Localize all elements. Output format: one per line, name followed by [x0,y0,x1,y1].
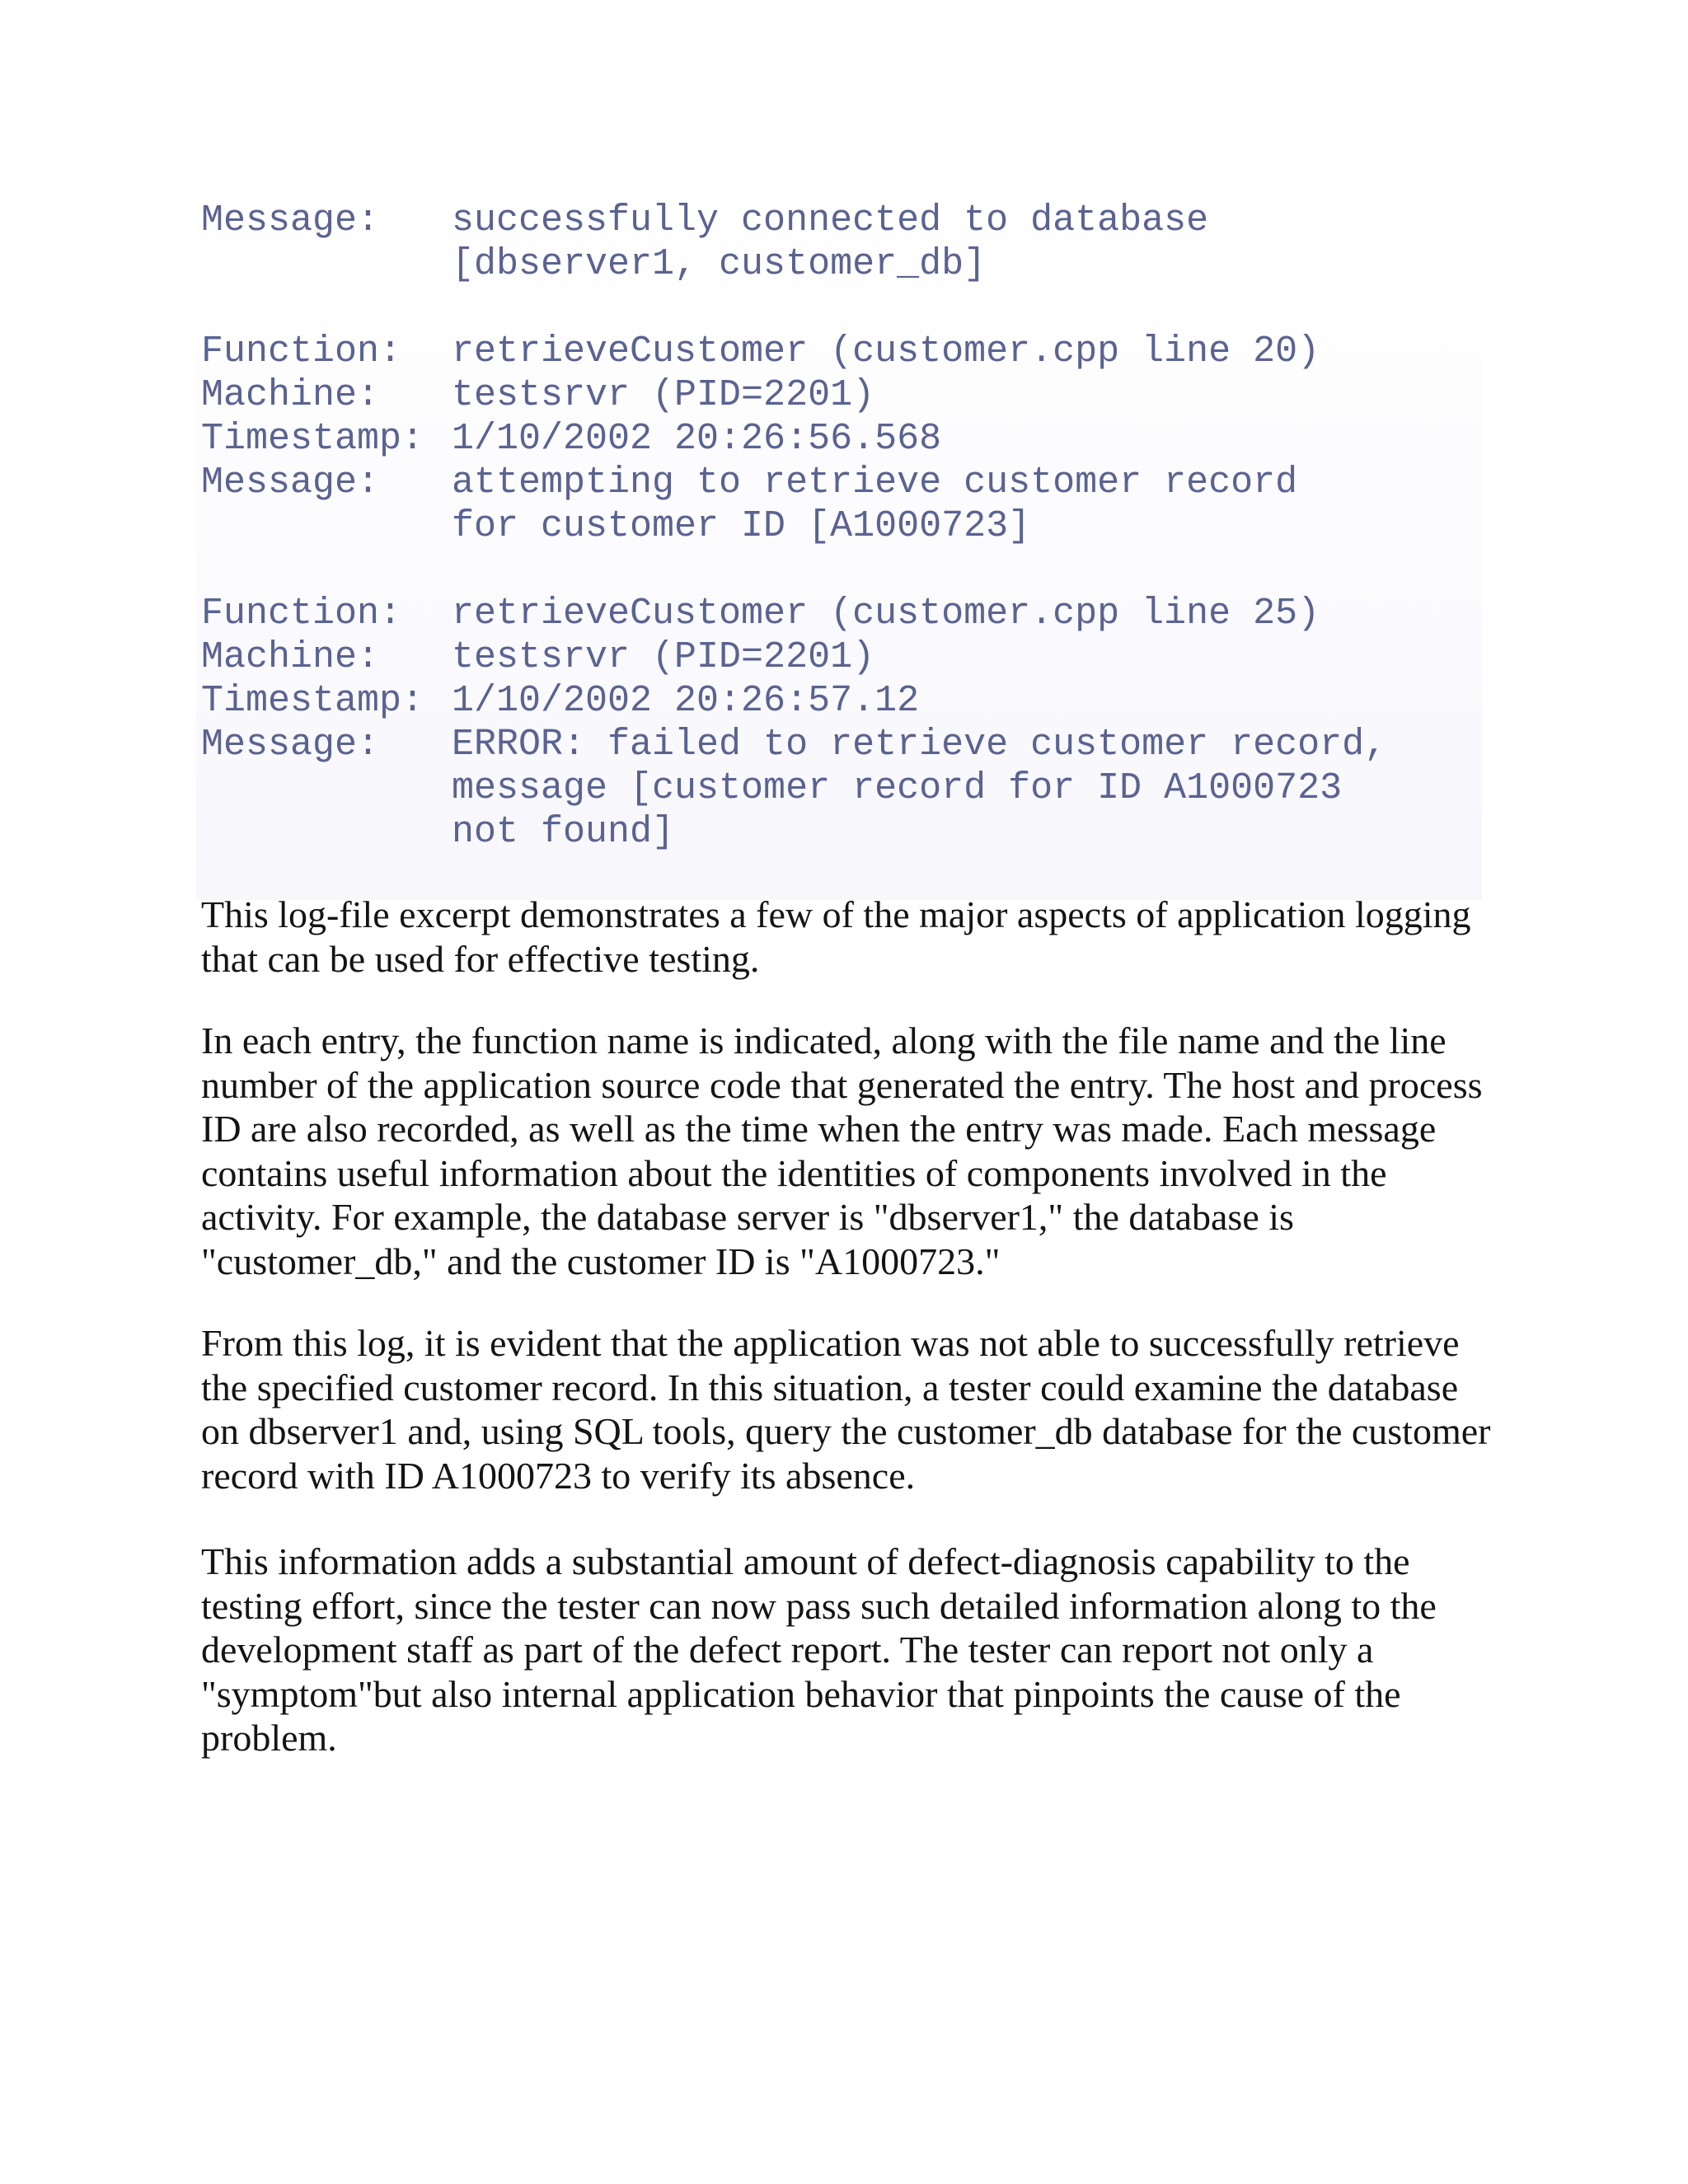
log-line [201,198,1208,244]
log-line [201,635,874,681]
log-field-label: Message: [201,724,380,766]
log-line [201,241,986,288]
body-paragraph: From this log, it is evident that the application was not able to successfully retrieve the specified customer record. In this situation, a tester could examine the database on dbserver1 and, using SQL tools, query the customer_db database for the customer record with ID A1000723 to verify its absence. [201,1322,1491,1497]
log-field-label: Machine: [201,374,380,416]
log-field-value: retrieveCustomer (customer.cpp line 25) [452,593,1320,635]
log-line [201,329,1320,375]
log-line [201,416,941,462]
log-field-label [201,809,452,855]
log-field-value: 1/10/2002 20:26:56.568 [452,418,942,460]
log-field-value: message [customer record for ID A1000723 [452,767,1343,809]
body-paragraph: This log-file excerpt demonstrates a few of the major aspects of application logging that can be used for effective testing. [201,893,1471,980]
log-field-label [201,241,452,288]
log-field-value: not found] [452,811,675,853]
log-field-label [201,504,452,550]
log-line [201,373,874,419]
log-field-label [201,766,452,812]
log-field-value: ERROR: failed to retrieve customer record, [452,724,1387,766]
log-line [201,591,1320,637]
log-field-value: attempting to retrieve customer record [452,462,1298,504]
log-line [201,722,1386,768]
body-paragraph: In each entry, the function name is indicated, along with the file name and the line number of the application source code that generated the entry. The host and process ID are also recorded, as well as the time when the entry was made. Each message contains useful information about the identities of components involved in the activity. For example, the database server is "dbserver1," the database is "customer_db," and the customer ID is "A1000723." [201,1019,1483,1282]
log-field-value: testsrvr (PID=2201) [452,374,875,416]
log-field-value: 1/10/2002 20:26:57.12 [452,680,920,722]
log-field-value: [dbserver1, customer_db] [452,243,987,285]
log-line [201,460,1297,506]
log-field-value: for customer ID [A1000723] [452,505,1031,547]
log-line [201,678,919,724]
log-line [201,766,1342,812]
log-field-label: Machine: [201,636,380,678]
log-field-label: Timestamp: [201,418,424,460]
log-field-label: Message: [201,462,380,504]
log-field-value: testsrvr (PID=2201) [452,636,875,678]
log-line [201,504,1030,550]
log-field-label: Function: [201,330,402,373]
log-line [201,809,674,855]
log-field-label: Timestamp: [201,680,424,722]
log-field-value: successfully connected to database [452,199,1209,241]
log-field-label: Message: [201,199,380,241]
log-field-label: Function: [201,593,402,635]
log-field-value: retrieveCustomer (customer.cpp line 20) [452,330,1320,373]
body-paragraph: This information adds a substantial amount of defect-diagnosis capability to the testing effort, since the tester can now pass such detailed information along to the development staff as part of the defect report. The tester can report not only a "symptom"but also internal application behavior that pinpoints the cause of the problem. [201,1540,1437,1760]
